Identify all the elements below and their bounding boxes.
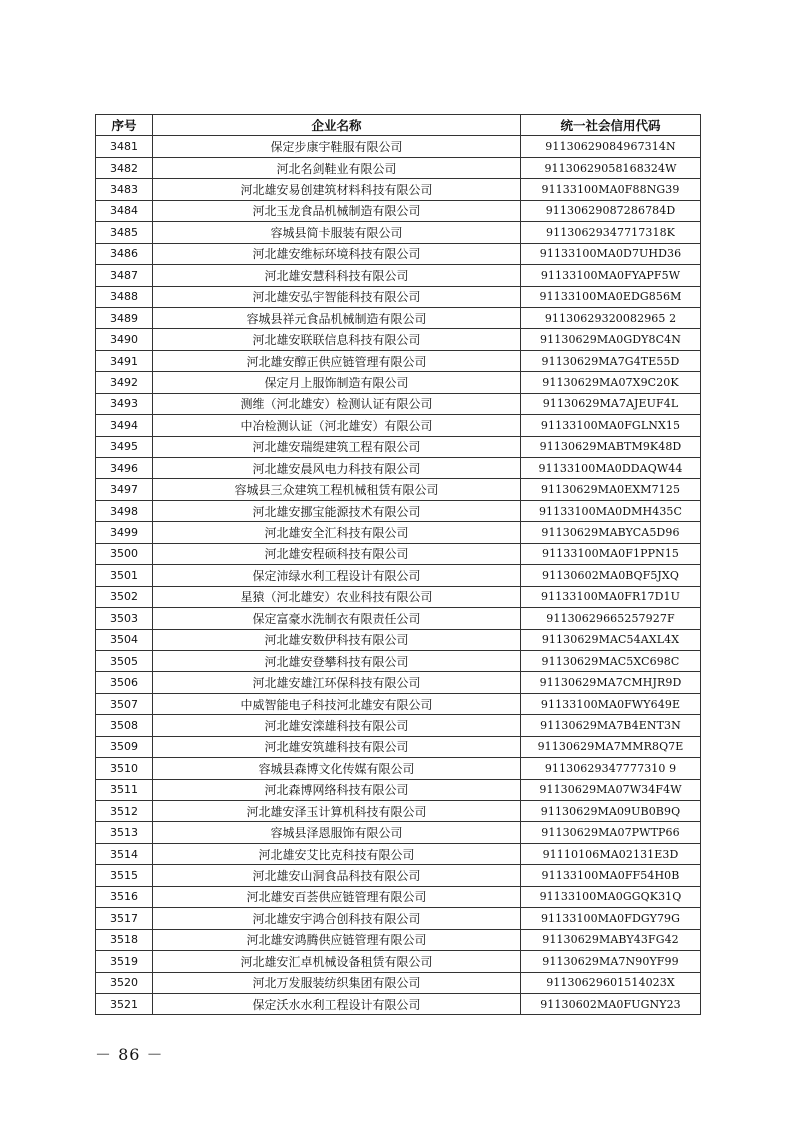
serial-number-cell: 3507 [96, 693, 153, 714]
company-name-cell: 保定沃水水利工程设计有限公司 [153, 993, 521, 1014]
table-row [96, 822, 701, 843]
serial-number-cell: 3505 [96, 650, 153, 671]
credit-code-cell: 91130629MA7B4ENT3N [521, 715, 701, 736]
table-row [96, 865, 701, 886]
company-name-cell: 河北玉龙食品机械制造有限公司 [153, 200, 521, 221]
table-row [96, 479, 701, 500]
serial-number-cell: 3519 [96, 951, 153, 972]
table-row [96, 629, 701, 650]
serial-number-cell: 3506 [96, 672, 153, 693]
table-row [96, 543, 701, 564]
credit-code-cell: 91133100MA0GGQK31Q [521, 886, 701, 907]
company-name-cell: 河北雄安弘宇智能科技有限公司 [153, 286, 521, 307]
serial-number-cell: 3499 [96, 522, 153, 543]
table-row [96, 972, 701, 993]
credit-code-cell: 91130629MA0GDY8C4N [521, 329, 701, 350]
table-row [96, 500, 701, 521]
serial-number-cell: 3488 [96, 286, 153, 307]
credit-code-cell: 91133100MA0F88NG39 [521, 179, 701, 200]
credit-code-cell: 91130629320082965 2 [521, 307, 701, 328]
credit-code-cell: 91130629MA7CMHJR9D [521, 672, 701, 693]
serial-number-cell: 3485 [96, 222, 153, 243]
credit-code-cell: 91130629MA7G4TE55D [521, 350, 701, 371]
table-row [96, 650, 701, 671]
credit-code-cell: 91130629058168324W [521, 157, 701, 178]
table-row [96, 179, 701, 200]
table-row [96, 929, 701, 950]
serial-number-cell: 3486 [96, 243, 153, 264]
table-row [96, 222, 701, 243]
serial-number-cell: 3494 [96, 415, 153, 436]
table-row [96, 758, 701, 779]
credit-code-cell: 91130629087286784D [521, 200, 701, 221]
table-row [96, 715, 701, 736]
serial-number-cell: 3521 [96, 993, 153, 1014]
table-body [96, 136, 701, 1015]
credit-code-cell: 91133100MA0FGLNX15 [521, 415, 701, 436]
serial-number-cell: 3517 [96, 908, 153, 929]
serial-number-cell: 3490 [96, 329, 153, 350]
table-row [96, 608, 701, 629]
company-name-cell: 保定富豪水洗制衣有限责任公司 [153, 608, 521, 629]
serial-number-cell: 3483 [96, 179, 153, 200]
table-row [96, 908, 701, 929]
company-name-cell: 河北雄安全汇科技有限公司 [153, 522, 521, 543]
credit-code-cell: 91130629MA0EXM7125 [521, 479, 701, 500]
table-row [96, 586, 701, 607]
company-name-cell: 河北雄安百荟供应链管理有限公司 [153, 886, 521, 907]
serial-number-cell: 3487 [96, 265, 153, 286]
serial-number-cell: 3510 [96, 758, 153, 779]
serial-number-cell: 3489 [96, 307, 153, 328]
credit-code-cell: 91133100MA0DMH435C [521, 500, 701, 521]
credit-code-cell: 91130629665257927F [521, 608, 701, 629]
credit-code-cell: 91130629MABTM9K48D [521, 436, 701, 457]
header-credit-code: 统一社会信用代码 [521, 115, 701, 136]
serial-number-cell: 3493 [96, 393, 153, 414]
serial-number-cell: 3496 [96, 458, 153, 479]
table-row [96, 886, 701, 907]
credit-code-cell: 91130629MA09UB0B9Q [521, 801, 701, 822]
company-name-cell: 中冶检测认证（河北雄安）有限公司 [153, 415, 521, 436]
serial-number-cell: 3516 [96, 886, 153, 907]
serial-number-cell: 3503 [96, 608, 153, 629]
company-name-cell: 保定月上服饰制造有限公司 [153, 372, 521, 393]
table-row [96, 436, 701, 457]
credit-code-cell: 91133100MA0FR17D1U [521, 586, 701, 607]
serial-number-cell: 3504 [96, 629, 153, 650]
credit-code-cell: 91130602MA0BQF5JXQ [521, 565, 701, 586]
credit-code-cell: 91130629MABYCA5D96 [521, 522, 701, 543]
company-name-cell: 容城县祥元食品机械制造有限公司 [153, 307, 521, 328]
serial-number-cell: 3513 [96, 822, 153, 843]
serial-number-cell: 3502 [96, 586, 153, 607]
serial-number-cell: 3497 [96, 479, 153, 500]
company-name-cell: 保定步康宇鞋服有限公司 [153, 136, 521, 157]
table-row [96, 286, 701, 307]
credit-code-cell: 91130629347717318K [521, 222, 701, 243]
credit-code-cell: 91130629MAC5XC698C [521, 650, 701, 671]
serial-number-cell: 3491 [96, 350, 153, 371]
credit-code-cell: 91130629MABY43FG42 [521, 929, 701, 950]
credit-code-cell: 91130602MA0FUGNY23 [521, 993, 701, 1014]
table-row [96, 672, 701, 693]
enterprise-registry-table [95, 114, 701, 1015]
credit-code-cell: 91133100MA0FWY649E [521, 693, 701, 714]
credit-code-cell: 91130629MA07PWTP66 [521, 822, 701, 843]
serial-number-cell: 3501 [96, 565, 153, 586]
company-name-cell: 中威智能电子科技河北雄安有限公司 [153, 693, 521, 714]
credit-code-cell: 91130629MA7AJEUF4L [521, 393, 701, 414]
serial-number-cell: 3481 [96, 136, 153, 157]
company-name-cell: 河北雄安易创建筑材料科技有限公司 [153, 179, 521, 200]
table-row [96, 372, 701, 393]
table-row [96, 136, 701, 157]
table-row [96, 951, 701, 972]
table-row [96, 350, 701, 371]
company-name-cell: 河北森博网络科技有限公司 [153, 779, 521, 800]
serial-number-cell: 3520 [96, 972, 153, 993]
credit-code-cell: 91130629MAC54AXL4X [521, 629, 701, 650]
company-name-cell: 河北万发服装纺织集团有限公司 [153, 972, 521, 993]
credit-code-cell: 91130629MA07X9C20K [521, 372, 701, 393]
company-name-cell: 河北雄安瑞缇建筑工程有限公司 [153, 436, 521, 457]
credit-code-cell: 91130629084967314N [521, 136, 701, 157]
serial-number-cell: 3514 [96, 843, 153, 864]
company-name-cell: 河北雄安登攀科技有限公司 [153, 650, 521, 671]
company-name-cell: 容城县简卡服装有限公司 [153, 222, 521, 243]
credit-code-cell: 91130629MA07W34F4W [521, 779, 701, 800]
credit-code-cell: 91110106MA02131E3D [521, 843, 701, 864]
credit-code-cell: 91130629MA7MMR8Q7E [521, 736, 701, 757]
credit-code-cell: 91133100MA0F1PPN15 [521, 543, 701, 564]
serial-number-cell: 3515 [96, 865, 153, 886]
company-name-cell: 河北雄安泽玉计算机科技有限公司 [153, 801, 521, 822]
table-row [96, 415, 701, 436]
company-name-cell: 河北雄安滦雄科技有限公司 [153, 715, 521, 736]
company-name-cell: 测维（河北雄安）检测认证有限公司 [153, 393, 521, 414]
company-name-cell: 河北雄安筑雄科技有限公司 [153, 736, 521, 757]
credit-code-cell: 91133100MA0FF54H0B [521, 865, 701, 886]
company-name-cell: 河北雄安醇正供应链管理有限公司 [153, 350, 521, 371]
serial-number-cell: 3492 [96, 372, 153, 393]
company-name-cell: 河北雄安数伊科技有限公司 [153, 629, 521, 650]
serial-number-cell: 3495 [96, 436, 153, 457]
serial-number-cell: 3508 [96, 715, 153, 736]
table-row [96, 243, 701, 264]
company-name-cell: 河北雄安宇鸿合创科技有限公司 [153, 908, 521, 929]
company-name-cell: 河北雄安慧科科技有限公司 [153, 265, 521, 286]
company-name-cell: 河北雄安晨风电力科技有限公司 [153, 458, 521, 479]
company-name-cell: 河北雄安雄江环保科技有限公司 [153, 672, 521, 693]
table-row [96, 736, 701, 757]
table-row [96, 157, 701, 178]
table-row [96, 779, 701, 800]
table-row [96, 801, 701, 822]
company-name-cell: 河北雄安挪宝能源技术有限公司 [153, 500, 521, 521]
company-name-cell: 河北雄安汇卓机械设备租赁有限公司 [153, 951, 521, 972]
table-row [96, 265, 701, 286]
serial-number-cell: 3482 [96, 157, 153, 178]
company-name-cell: 容城县三众建筑工程机械租赁有限公司 [153, 479, 521, 500]
header-company-name: 企业名称 [153, 115, 521, 136]
credit-code-cell: 91130629601514023X [521, 972, 701, 993]
serial-number-cell: 3484 [96, 200, 153, 221]
table-row [96, 458, 701, 479]
credit-code-cell: 91133100MA0D7UHD36 [521, 243, 701, 264]
table-row [96, 693, 701, 714]
credit-code-cell: 91130629MA7N90YF99 [521, 951, 701, 972]
company-name-cell: 容城县森博文化传媒有限公司 [153, 758, 521, 779]
credit-code-cell: 91133100MA0EDG856M [521, 286, 701, 307]
company-name-cell: 河北雄安联联信息科技有限公司 [153, 329, 521, 350]
serial-number-cell: 3509 [96, 736, 153, 757]
serial-number-cell: 3512 [96, 801, 153, 822]
table-row [96, 307, 701, 328]
company-name-cell: 容城县泽恩服饰有限公司 [153, 822, 521, 843]
company-name-cell: 河北雄安艾比克科技有限公司 [153, 843, 521, 864]
company-name-cell: 河北名剑鞋业有限公司 [153, 157, 521, 178]
company-name-cell: 保定沛绿水利工程设计有限公司 [153, 565, 521, 586]
table-row [96, 329, 701, 350]
serial-number-cell: 3500 [96, 543, 153, 564]
table-row [96, 522, 701, 543]
table-header-row [96, 115, 701, 136]
company-name-cell: 星猿（河北雄安）农业科技有限公司 [153, 586, 521, 607]
credit-code-cell: 91133100MA0DDAQW44 [521, 458, 701, 479]
company-name-cell: 河北雄安鸿腾供应链管理有限公司 [153, 929, 521, 950]
table-row [96, 993, 701, 1014]
header-serial-number: 序号 [96, 115, 153, 136]
company-name-cell: 河北雄安山洞食品科技有限公司 [153, 865, 521, 886]
serial-number-cell: 3498 [96, 500, 153, 521]
company-name-cell: 河北雄安程硕科技有限公司 [153, 543, 521, 564]
page-number: － 86 － [95, 1045, 164, 1064]
credit-code-cell: 91133100MA0FYAPF5W [521, 265, 701, 286]
serial-number-cell: 3511 [96, 779, 153, 800]
serial-number-cell: 3518 [96, 929, 153, 950]
table-row [96, 393, 701, 414]
table-row [96, 565, 701, 586]
company-name-cell: 河北雄安维标环境科技有限公司 [153, 243, 521, 264]
table-row [96, 200, 701, 221]
credit-code-cell: 91133100MA0FDGY79G [521, 908, 701, 929]
credit-code-cell: 91130629347777310 9 [521, 758, 701, 779]
table-row [96, 843, 701, 864]
